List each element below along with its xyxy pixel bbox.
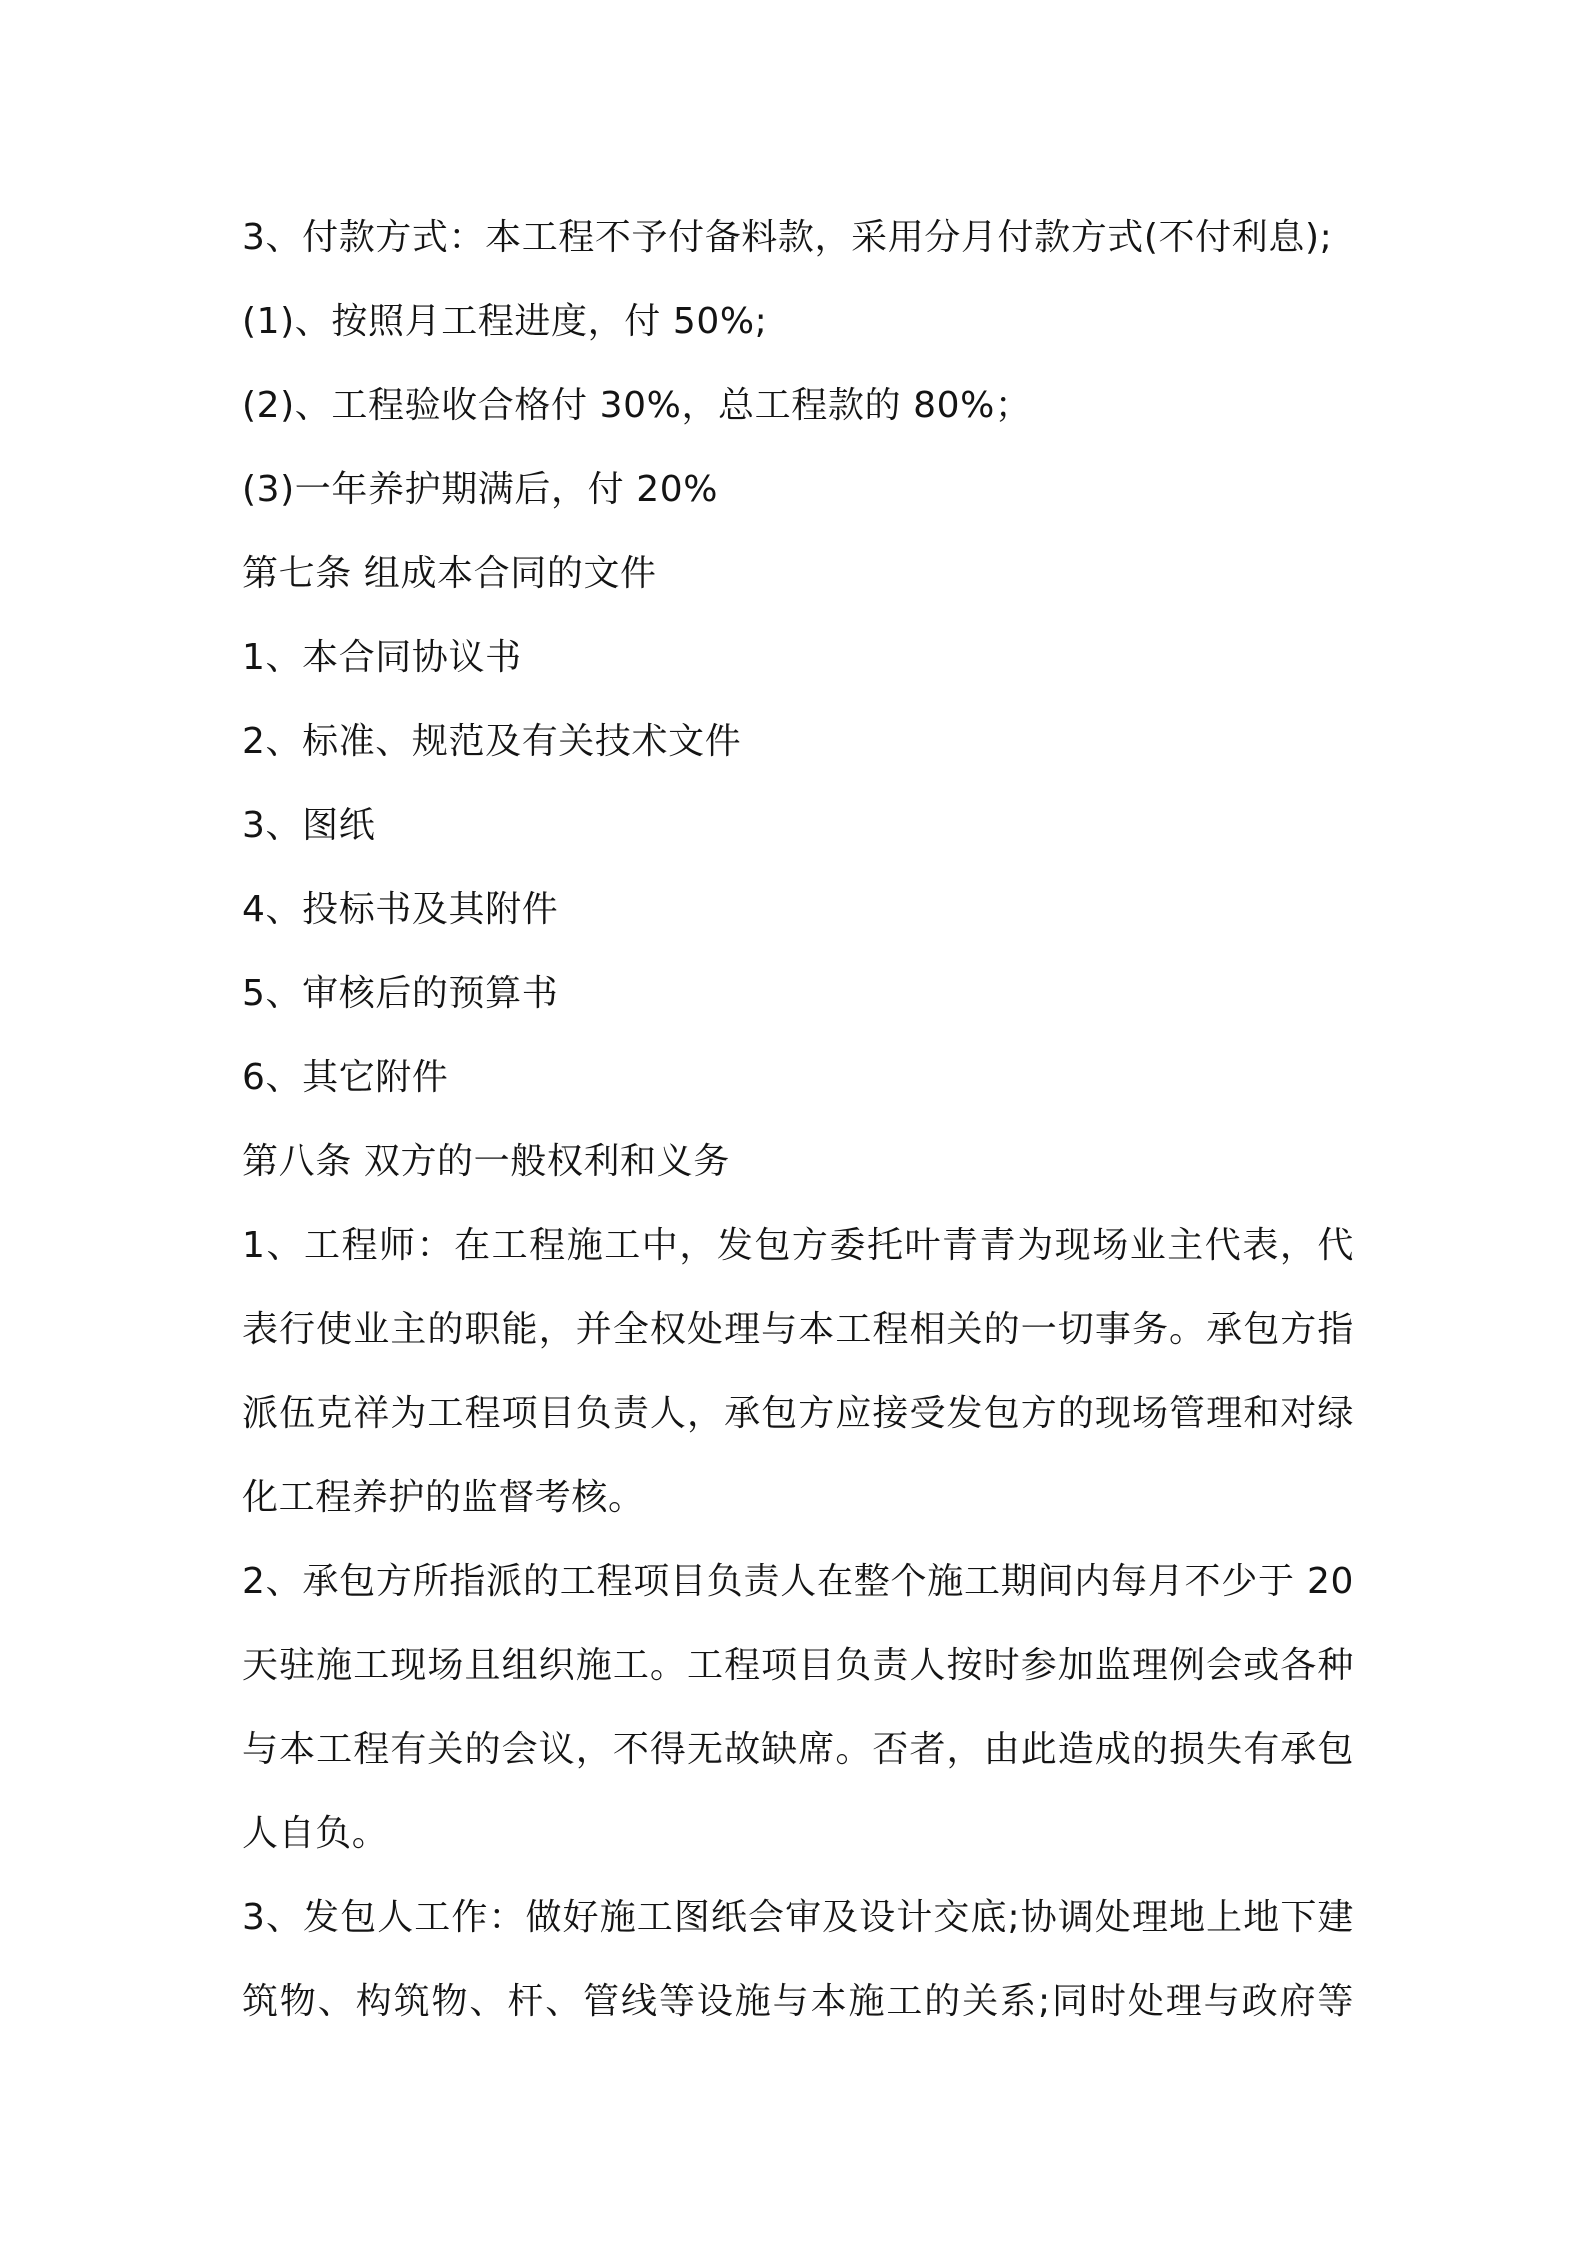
document-body <box>242 196 1354 2044</box>
payment-item-1: (1)、按照月工程进度，付 50%; <box>242 301 768 342</box>
paragraph-line: 派伍克祥为工程项目负责人，承包方应接受发包方的现场管理和对绿 <box>242 1393 1354 1434</box>
paragraph-line: 1、工程师：在工程施工中，发包方委托叶青青为现场业主代表，代 <box>242 1225 1354 1266</box>
contract-doc-item-5: 5、审核后的预算书 <box>242 973 559 1014</box>
paragraph-employer-work <box>242 1876 1354 2044</box>
paragraph-project-manager <box>242 1540 1354 1876</box>
paragraph-engineer <box>242 1204 1354 1540</box>
payment-method-line: 3、付款方式：本工程不予付备料款，采用分月付款方式(不付利息); <box>242 217 1333 258</box>
contract-doc-item-2: 2、标准、规范及有关技术文件 <box>242 721 742 762</box>
paragraph-line: 3、发包人工作：做好施工图纸会审及设计交底;协调处理地上地下建 <box>242 1897 1354 1938</box>
article-7-heading: 第七条 组成本合同的文件 <box>242 553 657 594</box>
paragraph-line: 2、承包方所指派的工程项目负责人在整个施工期间内每月不少于 20 <box>242 1561 1354 1602</box>
paragraph-line: 与本工程有关的会议，不得无故缺席。否者，由此造成的损失有承包 <box>242 1729 1354 1770</box>
paragraph-line: 筑物、构筑物、杆、管线等设施与本施工的关系;同时处理与政府等 <box>242 1981 1354 2022</box>
paragraph-line: 人自负。 <box>242 1813 389 1854</box>
paragraph-line: 表行使业主的职能，并全权处理与本工程相关的一切事务。承包方指 <box>242 1309 1354 1350</box>
payment-item-3: (3)一年养护期满后，付 20% <box>242 469 719 510</box>
article-8-heading: 第八条 双方的一般权利和义务 <box>242 1141 730 1182</box>
paragraph-line: 化工程养护的监督考核。 <box>242 1477 645 1518</box>
contract-doc-item-6: 6、其它附件 <box>242 1057 449 1098</box>
contract-doc-item-4: 4、投标书及其附件 <box>242 889 559 930</box>
contract-doc-item-3: 3、图纸 <box>242 805 376 846</box>
contract-doc-item-1: 1、本合同协议书 <box>242 637 522 678</box>
paragraph-line: 天驻施工现场且组织施工。工程项目负责人按时参加监理例会或各种 <box>242 1645 1354 1686</box>
payment-item-2: (2)、工程验收合格付 30%，总工程款的 80%； <box>242 385 1032 426</box>
